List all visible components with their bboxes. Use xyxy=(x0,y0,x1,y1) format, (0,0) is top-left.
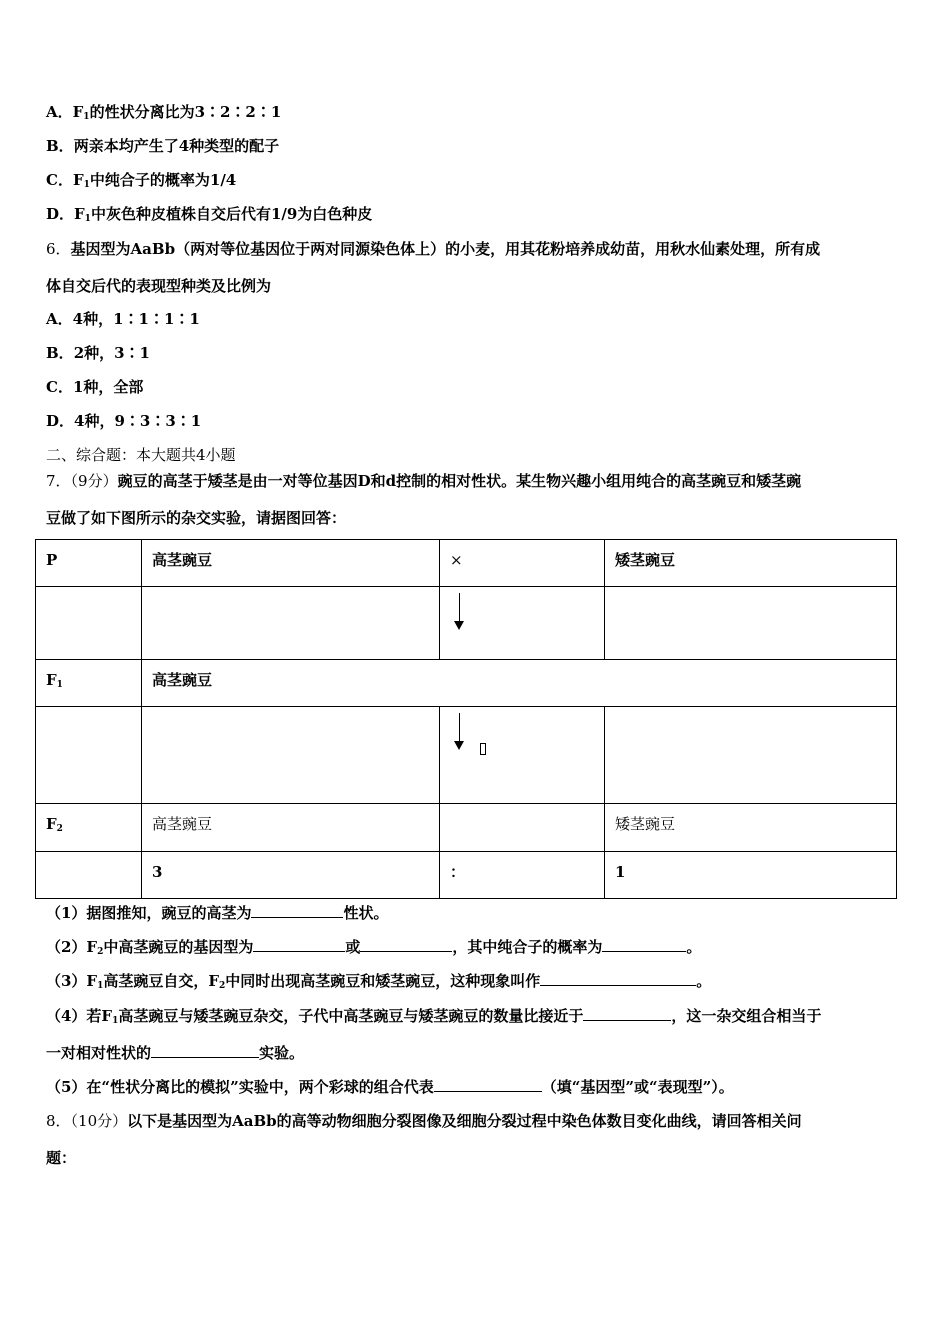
table-row-f2 xyxy=(36,804,897,852)
table-row-f1 xyxy=(36,660,897,707)
table-row-p xyxy=(36,540,897,587)
section-heading: 二、综合题：本大题共4小题 xyxy=(46,446,236,464)
table-row-ratio xyxy=(36,852,897,899)
q6-option-d: D．4种，9∶3∶3∶1 xyxy=(46,412,202,430)
ratio-left: 3 xyxy=(142,852,440,899)
cross-table xyxy=(35,539,897,899)
answer-blank[interactable] xyxy=(583,1006,671,1021)
p-short-pea: 矮茎豌豆 xyxy=(605,540,897,587)
q5-option-c: C．$F_1$中纯合子的概率为1/4 xyxy=(46,171,237,190)
q6-stem-line2: 体自交后代的表现型种类及比例为 xyxy=(46,277,272,295)
q8-stem-line1: 8．（10分）以下是基因型为AaBb的高等动物细胞分裂图像及细胞分裂过程中染色体数目变化曲线，请回答相关问 xyxy=(46,1112,802,1130)
answer-blank[interactable] xyxy=(360,937,452,952)
f2-tall-pea: 高茎豌豆 xyxy=(142,804,440,852)
f2-label: $F_2$ xyxy=(36,804,142,852)
q7-sub5: （5）在“性状分离比的模拟”实验中，两个彩球的组合代表 （填“基因型”或“表现型”）。 xyxy=(46,1078,734,1096)
q7-sub4-line1: （4）若$F_1$高茎豌豆与矮茎豌豆杂交，子代中高茎豌豆与矮茎豌豆的数量比接近于 ，这一杂交组合相当于 xyxy=(46,1007,822,1026)
q6-stem-line1: 6．基因型为AaBb（两对等位基因位于两对同源染色体上）的小麦，用其花粉培养成幼苗，用秋水仙素处理，所有成 xyxy=(46,240,821,258)
f2-short-pea: 矮茎豌豆 xyxy=(605,804,897,852)
q8-stem-line2: 题： xyxy=(46,1149,77,1167)
q7-sub2: $(2)F_2$中高茎豌豆的基因型为 或 ，其中纯合子的概率为 。 xyxy=(46,938,702,957)
answer-blank[interactable] xyxy=(540,971,696,986)
q6-option-a: A．4种，1∶1∶1∶1 xyxy=(46,310,200,328)
q5-option-d: D．$F_1$中灰色种皮植株自交后代有1/9为白色种皮 xyxy=(46,205,373,224)
q6-option-c: C．1种，全部 xyxy=(46,378,144,396)
f1-label: $F_1$ xyxy=(36,660,142,707)
down-arrow-icon xyxy=(450,593,470,633)
q5-option-b: B．两亲本均产生了4种类型的配子 xyxy=(46,137,280,155)
q7-stem-line1: 7．（9分）豌豆的高茎于矮茎是由一对等位基因D和d控制的相对性状。某生物兴趣小组用纯合的高茎豌豆和矮茎豌 xyxy=(46,472,802,490)
answer-blank[interactable] xyxy=(251,903,343,918)
cross-symbol: × xyxy=(440,540,605,587)
table-row-arrow1 xyxy=(36,587,897,660)
answer-blank[interactable] xyxy=(434,1077,542,1092)
p-tall-pea: 高茎豌豆 xyxy=(142,540,440,587)
ratio-right: 1 xyxy=(605,852,897,899)
p-label: P xyxy=(36,540,142,587)
answer-blank[interactable] xyxy=(151,1043,259,1058)
selfing-arrow-icon xyxy=(450,713,470,753)
q6-option-b: B．2种，3∶1 xyxy=(46,344,150,362)
answer-blank[interactable] xyxy=(253,937,345,952)
table-row-arrow2 xyxy=(36,707,897,804)
q7-sub1: （1）据图推知，豌豆的高茎为 性状。 xyxy=(46,904,389,922)
q5-option-a: A．$F_1$的性状分离比为3∶2∶2∶1 xyxy=(46,103,282,122)
q7-sub3: $(3)F_1$高茎豌豆自交，$F_2$中同时出现高茎豌豆和矮茎豌豆，这种现象叫作 。 xyxy=(46,972,712,991)
f1-tall-pea: 高茎豌豆 xyxy=(142,660,897,707)
answer-blank[interactable] xyxy=(602,937,686,952)
ratio-separator: ： xyxy=(440,852,605,899)
q7-stem-line2: 豆做了如下图所示的杂交实验，请据图回答： xyxy=(46,509,347,527)
q7-sub4-line2: 一对相对性状的 实验。 xyxy=(46,1044,305,1062)
